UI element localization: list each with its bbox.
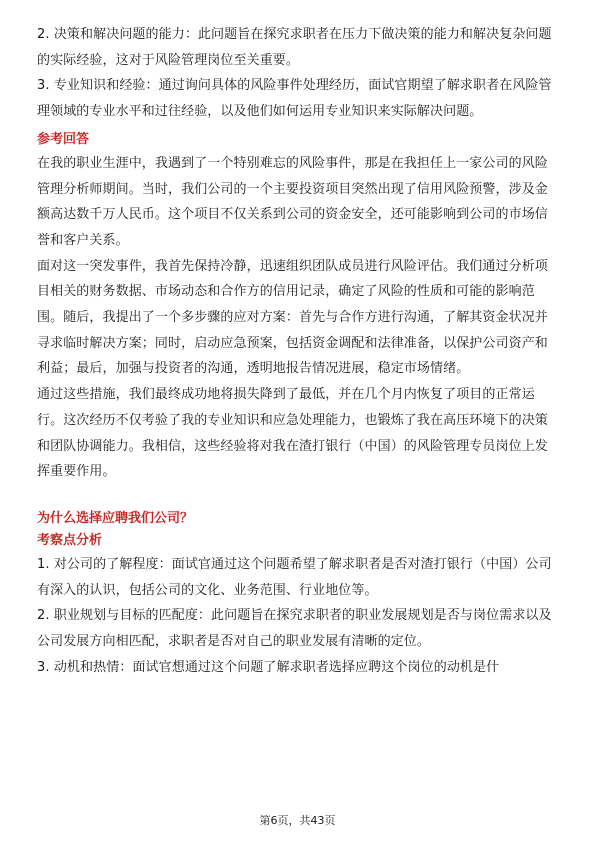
document-page [37,22,559,680]
question2-point-2: 2. 职业规划与目标的匹配度：此问题旨在探究求职者的职业发展规划是否与岗位需求以及公司发展方向相匹配，求职者是否对自己的职业发展有清晰的定位。 [37,608,552,650]
answer-paragraph-3: 通过这些措施，我们最终成功地将损失降到了最低，并在几个月内恢复了项目的正常运行。这次经历不仅考验了我的专业知识和应急处理能力，也锻炼了我在高压环境下的决策和团队协调能力。我相信，这些经验将对我在渣打银行（中国）的风险管理专员岗位上发挥重要作用。 [37,387,548,480]
analysis-heading: 考察点分析 [37,532,103,548]
analysis-point-3: 3. 专业知识和经验：通过询问具体的风险事件处理经历，面试官期望了解求职者在风险管理领域的专业水平和过往经验，以及他们如何运用专业知识来实际解决问题。 [37,78,552,120]
answer-paragraph-1: 在我的职业生涯中，我遇到了一个特别难忘的风险事件，那是在我担任上一家公司的风险管理分析师期间。当时，我们公司的一个主要投资项目突然出现了信用风险预警，涉及金额高达数千万人民币。这个项目不仅关系到公司的资金安全，还可能影响到公司的市场信誉和客户关系。 [37,155,548,248]
question2-point-1: 1. 对公司的了解程度：面试官通过这个问题希望了解求职者是否对渣打银行（中国）公司有深入的认识，包括公司的文化、业务范围、行业地位等。 [37,556,552,598]
reference-answer-heading: 参考回答 [37,131,90,147]
question2-point-3: 3. 动机和热情：面试官想通过这个问题了解求职者选择应聘这个岗位的动机是什 [37,659,500,675]
answer-paragraph-2: 面对这一突发事件，我首先保持冷静，迅速组织团队成员进行风险评估。我们通过分析项目相关的财务数据、市场动态和合作方的信用记录，确定了风险的性质和可能的影响范围。随后，我提出了一个多步骤的应对方案：首先与合作方进行沟通，了解其资金状况并寻求临时解决方案；同时，启动应急预案，包括资金调配和法律准备，以保护公司资产和利益；最后，加强与投资者的沟通，透明地报告情况进展，稳定市场情绪。 [37,258,548,377]
question-title: 为什么选择应聘我们公司？ [37,510,194,526]
page-number: 第6页，共43页 [259,814,336,827]
analysis-point-2: 2. 决策和解决问题的能力：此问题旨在探究求职者在压力下做决策的能力和解决复杂问题的实际经验，这对于风险管理岗位至关重要。 [37,27,552,68]
